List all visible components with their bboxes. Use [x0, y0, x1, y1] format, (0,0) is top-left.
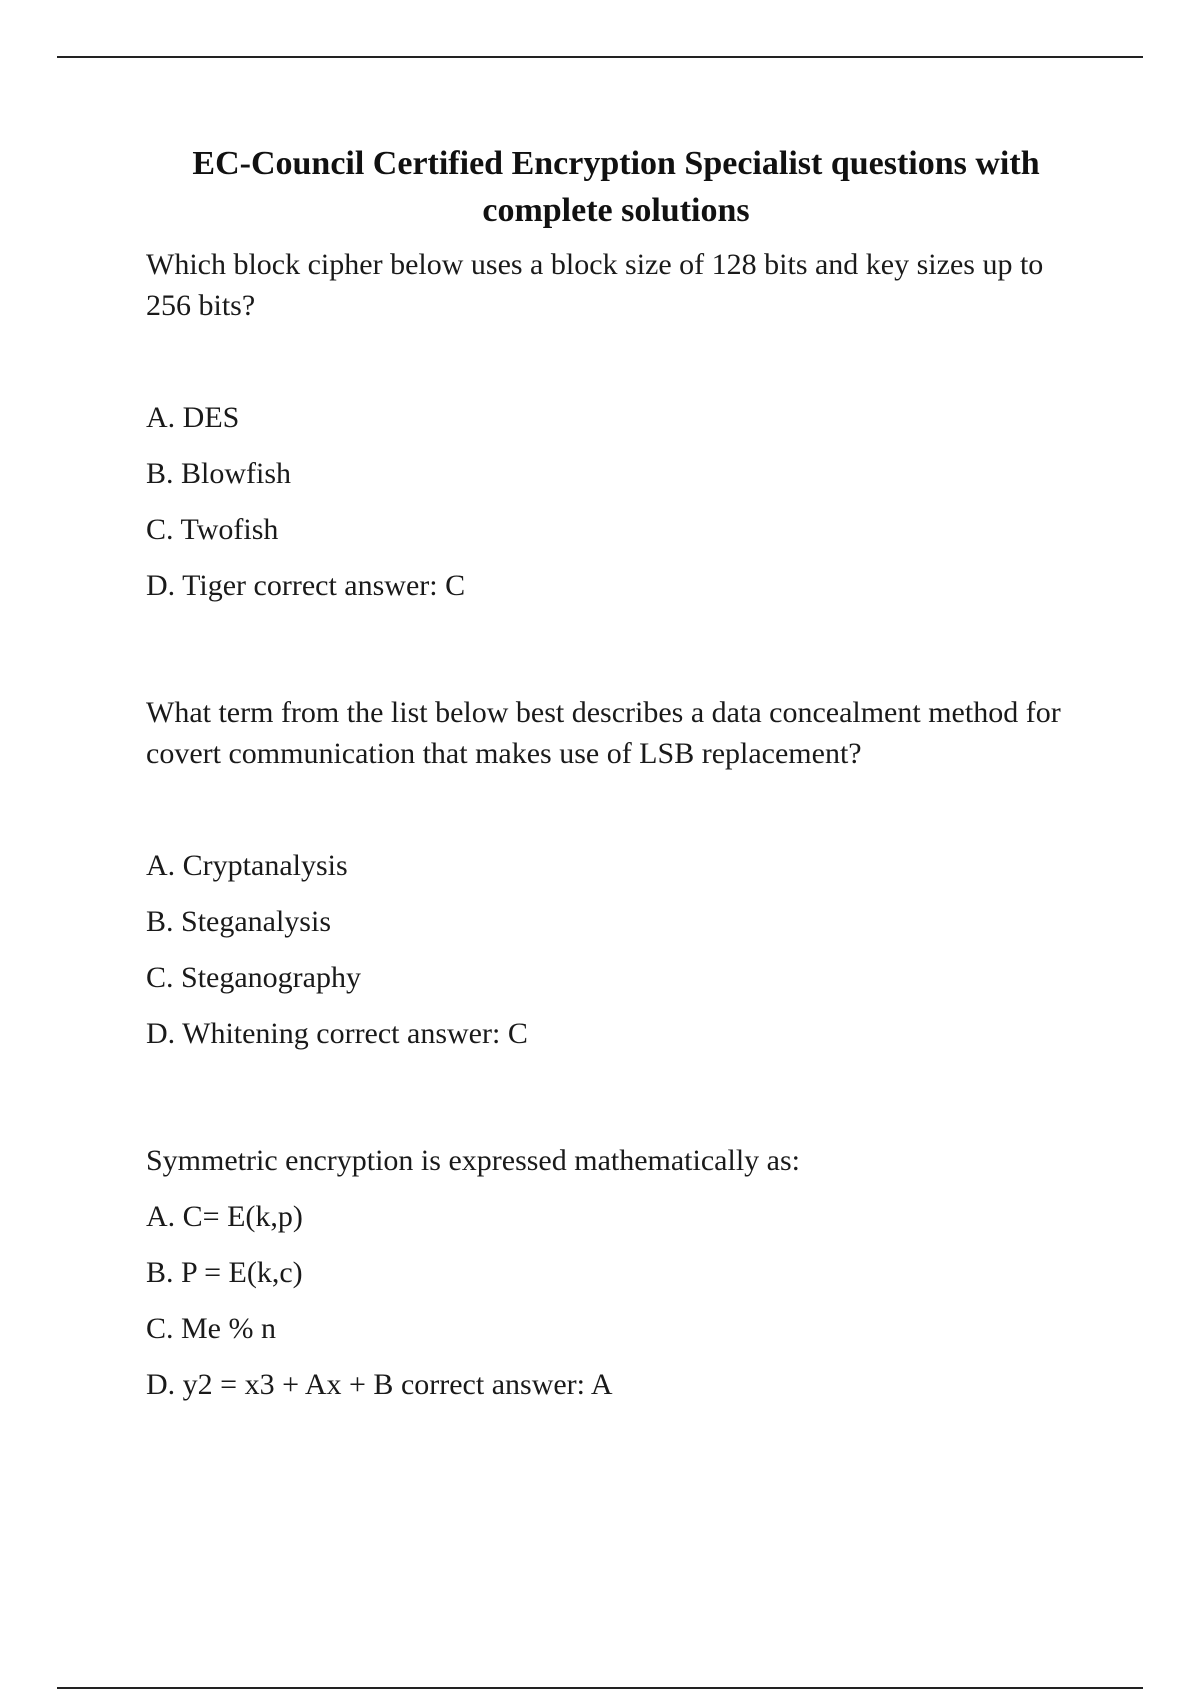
- answer-option: B. Steganalysis: [146, 905, 331, 938]
- answer-option: A. C= E(k,p): [146, 1200, 303, 1233]
- answer-option: C. Twofish: [146, 513, 279, 546]
- answer-option: B. P = E(k,c): [146, 1256, 303, 1289]
- answer-option: B. Blowfish: [146, 457, 292, 490]
- question-text: Symmetric encryption is expressed mathematically as:: [146, 1144, 800, 1177]
- answer-option: C. Me % n: [146, 1312, 276, 1345]
- question-text: What term from the list below best describes a data concealment method for covert communication that makes use of LSB replacement?: [146, 696, 1061, 770]
- question-block-3: [146, 1140, 1086, 1420]
- answer-option: A. DES: [146, 401, 240, 434]
- answer-option-with-solution: D. Tiger correct answer: C: [146, 569, 466, 602]
- document-title: EC-Council Certified Encryption Specialist questions with complete solutions: [192, 145, 1040, 229]
- answer-option-with-solution: D. Whitening correct answer: C: [146, 1017, 528, 1050]
- footer-rule: [57, 1687, 1143, 1689]
- answer-option: C. Steganography: [146, 961, 361, 994]
- question-block-2: [146, 692, 1086, 1069]
- answer-option-with-solution: D. y2 = x3 + Ax + B correct answer: A: [146, 1368, 613, 1401]
- question-block-1: [146, 244, 1086, 621]
- answer-option: A. Cryptanalysis: [146, 849, 348, 882]
- question-text: Which block cipher below uses a block size of 128 bits and key sizes up to 256 bits?: [146, 248, 1044, 322]
- header-rule: [57, 56, 1143, 58]
- document-body: [146, 140, 1086, 1420]
